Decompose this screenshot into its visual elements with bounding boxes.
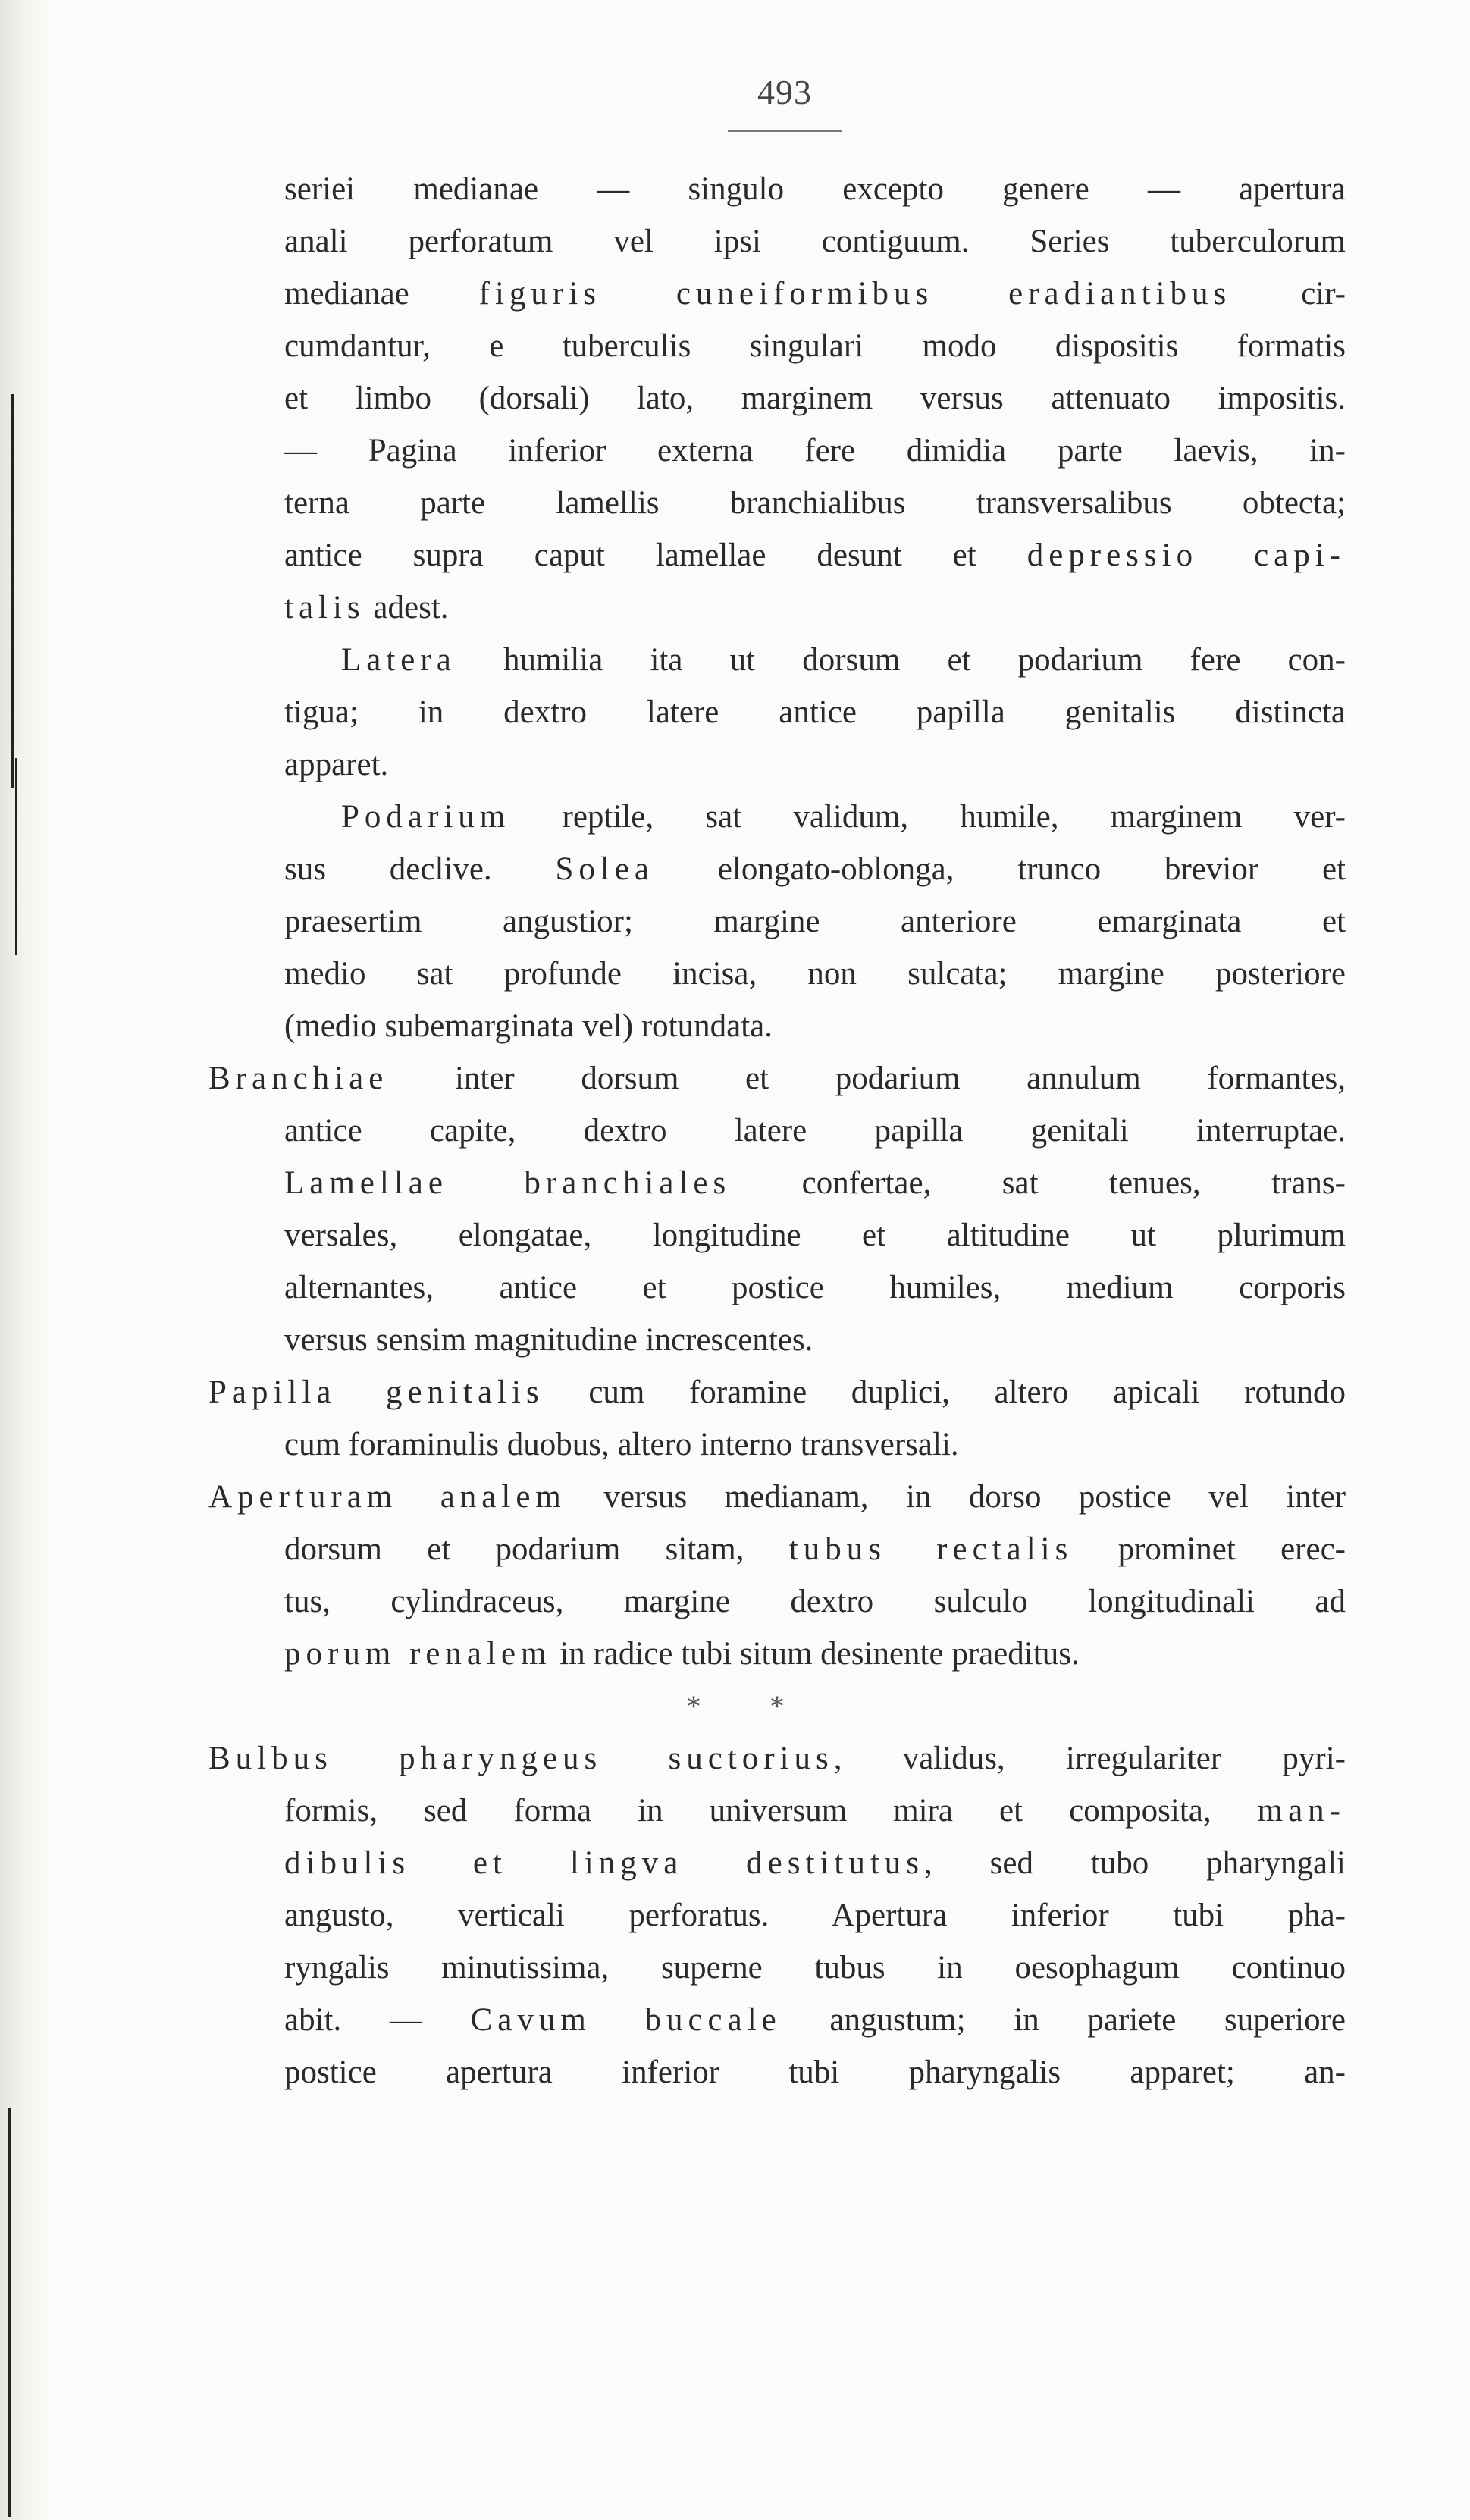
spaced-term: man-: [1257, 1793, 1346, 1829]
text-run: formis, sed forma in universum mira et composita,: [284, 1793, 1258, 1829]
text-line: [208, 320, 1346, 372]
text-run: cumdantur, e tuberculis singulari modo dispositis formatis: [284, 328, 1346, 364]
text-run: et limbo (dorsali) lato, marginem versus attenuato impositis.: [284, 381, 1346, 416]
text-run: abit. —: [284, 2002, 471, 2038]
text-run: inter dorsum et podarium annulum formantes,: [388, 1061, 1346, 1096]
body-text: [208, 163, 1346, 2098]
text-line: [208, 163, 1346, 215]
text-line: [208, 634, 1346, 686]
text-line: [208, 529, 1346, 581]
text-run: confertae, sat tenues, trans-: [731, 1165, 1346, 1201]
text-line: [208, 1314, 1346, 1366]
text-line: [208, 948, 1346, 1000]
text-line: [208, 843, 1346, 895]
text-run: anali perforatum vel ipsi contiguum. Series tuberculorum: [284, 224, 1346, 259]
text-line: [208, 791, 1346, 843]
text-line: [208, 477, 1346, 529]
text-line: [208, 738, 1346, 791]
text-line: [208, 1471, 1346, 1523]
text-run: tus, cylindraceus, margine dextro sulculo longitudinali ad: [284, 1584, 1346, 1619]
text-run: seriei medianae — singulo excepto genere — apertura: [284, 171, 1346, 207]
text-line: [208, 372, 1346, 425]
text-line: [208, 1837, 1346, 1889]
text-line: [208, 1575, 1346, 1628]
text-run: sus declive.: [284, 851, 556, 887]
text-run: in radice tubi situm desinente praeditus.: [551, 1636, 1080, 1672]
text-run: * *: [686, 1689, 785, 1723]
text-line: [208, 1523, 1346, 1575]
text-run: medio sat profunde incisa, non sulcata; margine posteriore: [284, 956, 1346, 992]
section-separator: [208, 1680, 1346, 1732]
text-line: [208, 1942, 1346, 1994]
text-run: terna parte lamellis branchialibus transversalibus obtecta;: [284, 485, 1346, 521]
page-number-rule: [728, 130, 842, 132]
spaced-term: Bulbus pharyngeus suctorius: [208, 1741, 834, 1776]
text-run: postice apertura inferior tubi pharyngalis apparet; an-: [284, 2055, 1346, 2090]
text-run: humilia ita ut dorsum et podarium fere con-: [456, 642, 1346, 678]
text-run: (medio subemarginata vel) rotundata.: [284, 1008, 773, 1044]
text-line: [208, 2046, 1346, 2098]
text-line: [208, 1366, 1346, 1418]
text-run: — Pagina inferior externa fere dimidia parte laevis, in-: [284, 433, 1346, 469]
text-line: [208, 1000, 1346, 1052]
text-run: reptile, sat validum, humile, marginem ver-: [510, 799, 1346, 835]
binding-mark: [11, 394, 14, 788]
spaced-term: Podarium: [341, 799, 511, 835]
text-line: [208, 1105, 1346, 1157]
text-run: angusto, verticali perforatus. Apertura inferior tubi pha-: [284, 1898, 1346, 1933]
text-run: medianae: [284, 276, 479, 312]
spaced-term: depressio capi-: [1026, 538, 1346, 573]
text-run: angustum; in pariete superiore: [781, 2002, 1346, 2038]
text-line: [208, 215, 1346, 268]
spaced-term: Branchiae: [208, 1061, 389, 1096]
spaced-term: figuris cuneiformibus eradiantibus: [478, 276, 1232, 312]
spaced-term: porum renalem: [284, 1636, 552, 1672]
text-line: [208, 1262, 1346, 1314]
spaced-term: Solea: [555, 851, 655, 887]
text-line: [208, 425, 1346, 477]
spaced-term: Papilla genitalis: [208, 1374, 544, 1410]
text-run: versus medianam, in dorso postice vel inter: [566, 1479, 1346, 1515]
text-run: praesertim angustior; margine anteriore emarginata et: [284, 904, 1346, 939]
text-run: elongato-oblonga, trunco brevior et: [654, 851, 1346, 887]
text-line: [208, 1052, 1346, 1105]
text-run: cir-: [1231, 276, 1346, 312]
text-line: [208, 1889, 1346, 1942]
spaced-term: Aperturam analem: [208, 1479, 566, 1515]
text-run: tigua; in dextro latere antice papilla genitalis distincta: [284, 694, 1346, 730]
text-line: [208, 1418, 1346, 1471]
spaced-term: Cavum buccale: [470, 2002, 782, 2038]
text-run: prominet erec-: [1073, 1531, 1346, 1567]
text-run: antice supra caput lamellae desunt et: [284, 538, 1027, 573]
text-run: cum foramine duplici, altero apicali rotundo: [544, 1374, 1346, 1410]
text-run: , validus, irregulariter pyri-: [833, 1741, 1346, 1776]
text-line: [208, 895, 1346, 948]
text-run: alternantes, antice et postice humiles, medium corporis: [284, 1270, 1346, 1305]
text-line: [208, 1994, 1346, 2046]
text-run: apparet.: [284, 747, 389, 782]
text-line: [208, 268, 1346, 320]
text-run: adest.: [365, 590, 449, 625]
text-line: [208, 1628, 1346, 1680]
text-run: cum foraminulis duobus, altero interno transversali.: [284, 1427, 959, 1462]
spaced-term: talis: [284, 590, 365, 625]
page-number: 493: [757, 73, 812, 111]
text-run: dorsum et podarium sitam,: [284, 1531, 789, 1567]
spaced-term: Latera: [341, 642, 456, 678]
text-line: [208, 1209, 1346, 1262]
text-line: [208, 1785, 1346, 1837]
spaced-term: tubus rectalis: [788, 1531, 1074, 1567]
text-run: versus sensim magnitudine increscentes.: [284, 1322, 813, 1358]
text-line: [208, 1732, 1346, 1785]
text-run: versales, elongatae, longitudine et altitudine ut plurimum: [284, 1218, 1346, 1253]
binding-mark: [15, 758, 17, 955]
binding-mark: [8, 2108, 11, 2517]
text-run: antice capite, dextro latere papilla genitali interruptae.: [284, 1113, 1346, 1149]
text-run: , sed tubo pharyngali: [924, 1845, 1346, 1881]
text-line: [208, 1157, 1346, 1209]
text-line: [208, 581, 1346, 634]
text-line: [208, 686, 1346, 738]
text-run: ryngalis minutissima, superne tubus in oesophagum continuo: [284, 1950, 1346, 1986]
spaced-term: dibulis et lingva destitutus: [284, 1845, 925, 1881]
spaced-term: Lamellae branchiales: [284, 1165, 732, 1201]
